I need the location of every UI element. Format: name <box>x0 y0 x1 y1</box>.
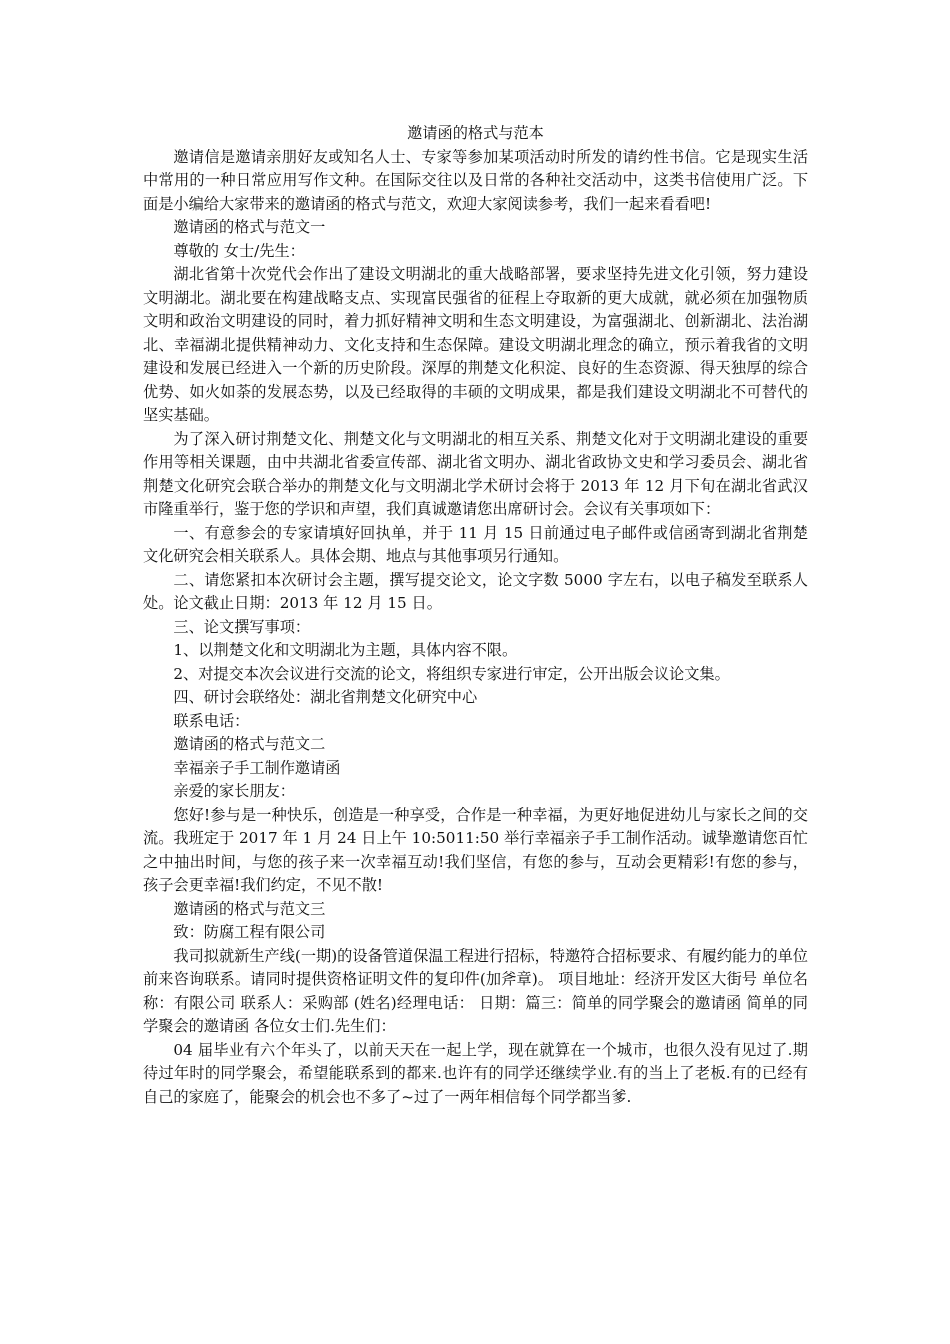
body-paragraph: 湖北省第十次党代会作出了建设文明湖北的重大战略部署，要求坚持先进文化引领，努力建设文明湖北。湖北要在构建战略支点、实现富民强省的征程上夺取新的更大成就，就必须在加强物质文明和政治文明建设的同时，着力抓好精神文明和生态文明建设，为富强湖北、创新湖北、法治湖北、幸福湖北提供精神动力、文化支持和生态保障。建设文明湖北理念的确立，预示着我省的文明建设和发展已经进入一个新的历史阶段。深厚的荆楚文化积淀、良好的生态资源、得天独厚的综合优势、如火如荼的发展态势，以及已经取得的丰硕的文明成果，都是我们建设文明湖北不可替代的坚实基础。 <box>143 265 808 424</box>
list-item: 二、请您紧扣本次研讨会主题，撰写提交论文，论文字数 5000 字左右，以电子稿发至联系人处。论文截止日期：2013 年 12 月 15 日。 <box>143 570 808 612</box>
subtitle: 幸福亲子手工制作邀请函 <box>173 758 341 777</box>
body-paragraph: 您好!参与是一种快乐，创造是一种享受，合作是一种幸福，为更好地促进幼儿与家长之间的交流。我班定于 2017 年 1 月 24 日上午 10:5011:50 举行幸福亲子手工制作活动。诚挚邀请您百忙之中抽出时间，与您的孩子来一次幸福互动!我们坚信，有您的参与，互动会更精彩!有您的参与，孩子会更幸福!我们约定，不见不散! <box>143 805 808 894</box>
contact-line: 联系电话： <box>173 711 250 730</box>
section-heading-3: 邀请函的格式与范文三 <box>173 899 326 918</box>
intro-paragraph: 邀请信是邀请亲朋好友或知名人士、专家等参加某项活动时所发的请约性书信。它是现实生活中常用的一种日常应用写作文种。在国际交往以及日常的各种社交活动中，这类书信使用广泛。下面是小编给大家带来的邀请函的格式与范文，欢迎大家阅读参考，我们一起来看看吧! <box>143 147 808 213</box>
list-item: 2、对提交本次会议进行交流的论文，将组织专家进行审定，公开出版会议论文集。 <box>173 664 730 683</box>
list-item: 1、以荆楚文化和文明湖北为主题，具体内容不限。 <box>173 641 518 659</box>
body-paragraph: 我司拟就新生产线(一期)的设备管道保温工程进行招标，特邀符合招标要求、有履约能力的单位前来咨询联系。请同时提供资格证明文件的复印件(加斧章)。 项目地址：经济开发区大街号 单位名称：有限公司 联系人：采购部 (姓名)经理电话： 日期：篇三：简单的同学聚会的邀请函 简单的同学聚会的邀请函 各位女士们.先生们： <box>143 946 808 1035</box>
list-item: 一、有意参会的专家请填好回执单，并于 11 月 15 日前通过电子邮件或信函寄到湖北省荆楚文化研究会相关联系人。具体会期、地点与其他事项另行通知。 <box>143 523 808 565</box>
document-body <box>143 122 808 1109</box>
list-item: 四、研讨会联络处：湖北省荆楚文化研究中心 <box>173 688 478 706</box>
salutation: 致：防腐工程有限公司 <box>173 923 326 941</box>
list-item: 三、论文撰写事项： <box>173 617 311 636</box>
body-paragraph: 为了深入研讨荆楚文化、荆楚文化与文明湖北的相互关系、荆楚文化对于文明湖北建设的重要作用等相关课题，由中共湖北省委宣传部、湖北省文明办、湖北省政协文史和学习委员会、湖北省荆楚文化研究会联合举办的荆楚文化与文明湖北学术研讨会将于 2013 年 12 月下旬在湖北省武汉市隆重举行，鉴于您的学识和声望，我们真诚邀请您出席研讨会。会议有关事项如下： <box>143 429 808 518</box>
section-heading-2: 邀请函的格式与范文二 <box>173 735 326 753</box>
salutation: 尊敬的 女士/先生： <box>173 241 305 260</box>
section-heading-1: 邀请函的格式与范文一 <box>173 218 326 236</box>
salutation: 亲爱的家长朋友： <box>173 782 295 800</box>
body-paragraph: 04 届毕业有六个年头了，以前天天在一起上学，现在就算在一个城市，也很久没有见过了.期待过年时的同学聚会，希望能联系到的都来.也许有的同学还继续学业.有的当上了老板.有的已经有自己的家庭了，能聚会的机会也不多了~过了一两年相信每个同学都当爹. <box>143 1040 808 1106</box>
document-title: 邀请函的格式与范本 <box>407 124 544 142</box>
